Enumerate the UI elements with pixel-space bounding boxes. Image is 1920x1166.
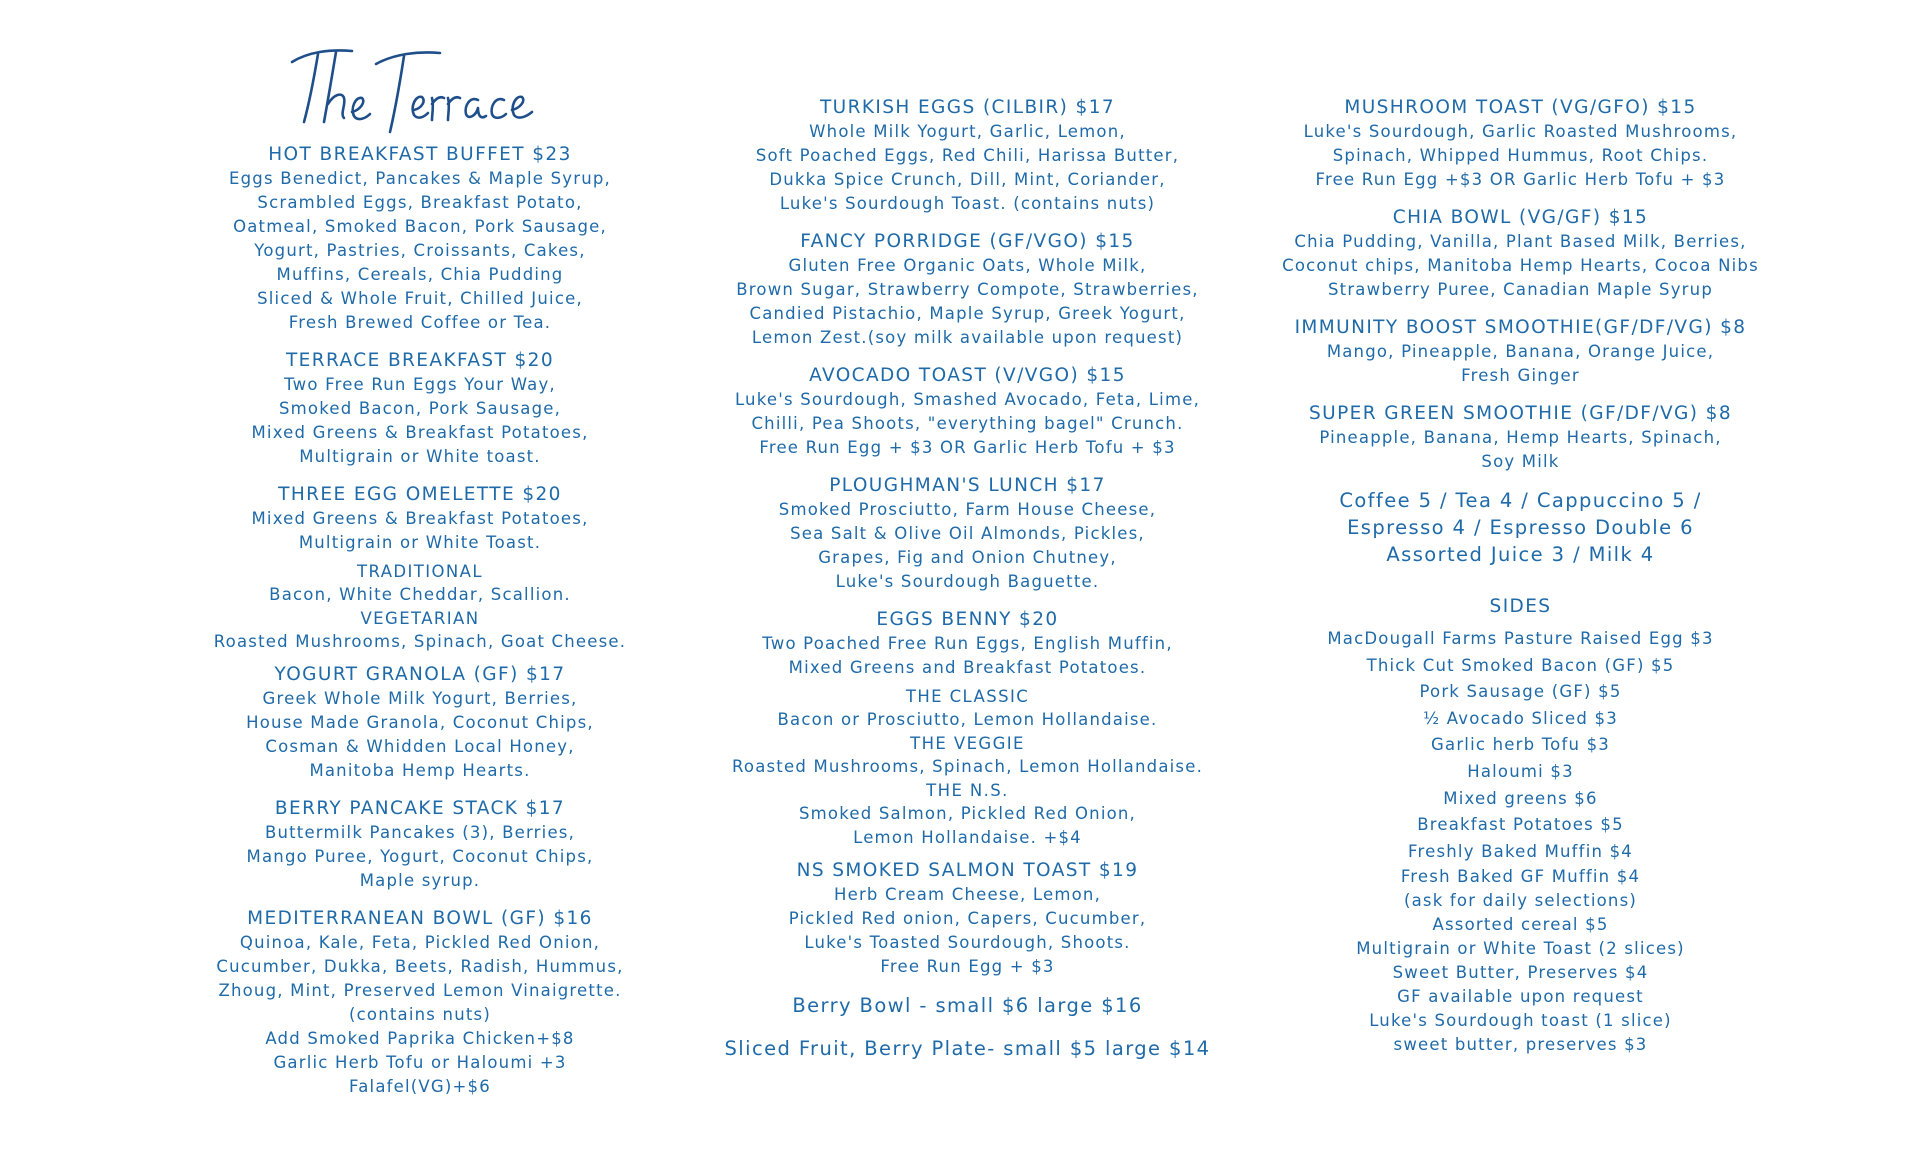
menu-section (715, 95, 1220, 216)
item-description-line: House Made Granola, Coconut Chips, (246, 713, 594, 732)
section-title: HOT BREAKFAST BUFFET $23 (268, 144, 572, 165)
menu-subsection (715, 779, 1220, 850)
section-title: AVOCADO TOAST (V/VGO) $15 (809, 365, 1126, 386)
side-item: Breakfast Potatoes $5 (1417, 815, 1624, 835)
item-description-line: Bacon or Prosciutto, Lemon Hollandaise. (777, 710, 1158, 729)
item-description-line: Coconut chips, Manitoba Hemp Hearts, Cocoa Nibs (1282, 256, 1759, 275)
item-description-line: Lemon Hollandaise. +$4 (853, 828, 1082, 847)
side-item: Assorted cereal $5 (1432, 915, 1609, 935)
menu-section (200, 796, 640, 893)
drinks-price-line: Assorted Juice 3 / Milk 4 (1386, 543, 1655, 566)
item-description-line: Free Run Egg +$3 OR Garlic Herb Tofu + $3 (1315, 170, 1726, 189)
side-item: Pork Sausage (GF) $5 (1419, 682, 1622, 702)
menu-section (715, 858, 1220, 979)
menu-extra-item (715, 1035, 1220, 1062)
subsection-title: THE VEGGIE (910, 734, 1025, 753)
section-title: NS SMOKED SALMON TOAST $19 (796, 860, 1139, 881)
menu-subsection (715, 685, 1220, 732)
item-description-line: Luke's Sourdough, Smashed Avocado, Feta, Lime, (734, 390, 1201, 409)
item-description-line: Grapes, Fig and Onion Chutney, (818, 548, 1117, 567)
item-description-line: Mixed Greens and Breakfast Potatoes. (788, 658, 1147, 677)
menu-section (1268, 95, 1773, 192)
menu-section (200, 662, 640, 783)
item-description-line: Multigrain or White toast. (299, 447, 541, 466)
item-description-line: Candied Pistachio, Maple Syrup, Greek Yogurt, (749, 304, 1186, 323)
side-item: ½ Avocado Sliced $3 (1423, 708, 1618, 728)
item-description-line: Zhoug, Mint, Preserved Lemon Vinaigrette. (218, 981, 622, 1000)
section-title: YOGURT GRANOLA (GF) $17 (274, 664, 566, 685)
item-description-line: Cucumber, Dukka, Beets, Radish, Hummus, (216, 957, 624, 976)
menu-section (715, 473, 1220, 594)
item-description-line: Free Run Egg + $3 (880, 957, 1055, 976)
menu-section (715, 607, 1220, 680)
menu-section (200, 906, 640, 1099)
section-title: BERRY PANCAKE STACK $17 (274, 798, 566, 819)
side-item: (ask for daily selections) (1403, 891, 1638, 911)
item-description-line: Fresh Brewed Coffee or Tea. (288, 313, 552, 332)
item-description-line: Pineapple, Banana, Hemp Hearts, Spinach, (1319, 428, 1722, 447)
item-description-line: Multigrain or White Toast. (298, 533, 542, 552)
side-item: sweet butter, preserves $3 (1393, 1035, 1648, 1055)
subsection-title: VEGETARIAN (360, 609, 480, 628)
menu-subsection (715, 732, 1220, 779)
section-title: SUPER GREEN SMOOTHIE (GF/DF/VG) $8 (1309, 403, 1732, 424)
item-description-line: Luke's Sourdough Toast. (contains nuts) (779, 194, 1156, 213)
item-description-line: Two Poached Free Run Eggs, English Muffin, (762, 634, 1173, 653)
item-description-line: Whole Milk Yogurt, Garlic, Lemon, (809, 122, 1126, 141)
item-description-line: Bacon, White Cheddar, Scallion. (269, 585, 571, 604)
section-title: TERRACE BREAKFAST $20 (285, 350, 555, 371)
menu-section (200, 348, 640, 469)
item-description-line: Herb Cream Cheese, Lemon, (833, 885, 1102, 904)
sides-title: SIDES (1489, 596, 1552, 617)
item-description-line: Garlic Herb Tofu or Haloumi +3 (273, 1053, 567, 1072)
item-description-line: Yogurt, Pastries, Croissants, Cakes, (254, 241, 586, 260)
item-description-line: Strawberry Puree, Canadian Maple Syrup (1327, 280, 1713, 299)
drinks-price-line: Espresso 4 / Espresso Double 6 (1347, 516, 1694, 539)
menu-section (1268, 205, 1773, 302)
item-description-line: Fresh Ginger (1461, 366, 1580, 385)
item-description-line: Mango, Pineapple, Banana, Orange Juice, (1326, 342, 1715, 361)
menu-subsection (200, 607, 640, 654)
section-title: MUSHROOM TOAST (VG/GFO) $15 (1344, 97, 1697, 118)
item-description-line: Two Free Run Eggs Your Way, (284, 375, 556, 394)
side-item: Multigrain or White Toast (2 slices) (1356, 939, 1685, 959)
item-description-line: (contains nuts) (349, 1005, 491, 1024)
subsection-title: THE N.S. (926, 781, 1009, 800)
menu-section (1268, 401, 1773, 474)
section-title: EGGS BENNY $20 (876, 609, 1059, 630)
subsection-title: THE CLASSIC (905, 687, 1030, 706)
drinks-price-block (1268, 487, 1773, 568)
item-description-line: Greek Whole Milk Yogurt, Berries, (262, 689, 578, 708)
side-item: GF available upon request (1397, 987, 1644, 1007)
side-item: Haloumi $3 (1467, 761, 1574, 781)
menu-column-middle (715, 95, 1220, 1078)
item-description-line: Roasted Mushrooms, Spinach, Goat Cheese. (213, 632, 627, 651)
menu-section (715, 229, 1220, 350)
item-description-line: Quinoa, Kale, Feta, Pickled Red Onion, (239, 933, 601, 952)
item-description-line: Lemon Zest.(soy milk available upon request) (751, 328, 1184, 347)
side-item: Thick Cut Smoked Bacon (GF) $5 (1366, 655, 1675, 675)
item-description-line: Mango Puree, Yogurt, Coconut Chips, (246, 847, 594, 866)
section-title: TURKISH EGGS (CILBIR) $17 (819, 97, 1116, 118)
item-description-line: Gluten Free Organic Oats, Whole Milk, (788, 256, 1147, 275)
item-description-line: Roasted Mushrooms, Spinach, Lemon Hollandaise. (731, 757, 1204, 776)
item-description-line: Dukka Spice Crunch, Dill, Mint, Coriander, (769, 170, 1166, 189)
menu-extra-item (715, 992, 1220, 1019)
item-description-line: Buttermilk Pancakes (3), Berries, (264, 823, 576, 842)
item-description-line: Sliced & Whole Fruit, Chilled Juice, (257, 289, 583, 308)
section-title: MEDITERRANEAN BOWL (GF) $16 (247, 908, 593, 929)
item-description-line: Smoked Salmon, Pickled Red Onion, (798, 804, 1137, 823)
menu-section (715, 363, 1220, 460)
extra-item-line: Berry Bowl - small $6 large $16 (792, 994, 1143, 1017)
side-item: MacDougall Farms Pasture Raised Egg $3 (1327, 629, 1714, 648)
section-title: PLOUGHMAN'S LUNCH $17 (829, 475, 1106, 496)
side-item: Sweet Butter, Preserves $4 (1392, 963, 1649, 983)
item-description-line: Luke's Sourdough, Garlic Roasted Mushrooms, (1303, 122, 1738, 141)
item-description-line: Falafel(VG)+$6 (349, 1077, 491, 1096)
section-title: IMMUNITY BOOST SMOOTHIE(GF/DF/VG) $8 (1294, 317, 1747, 338)
side-item: Freshly Baked Muffin $4 (1408, 841, 1633, 861)
sides-list (1268, 626, 1773, 1057)
section-title: THREE EGG OMELETTE $20 (278, 484, 562, 505)
item-description-line: Manitoba Hemp Hearts. (309, 761, 531, 780)
subsection-title: TRADITIONAL (357, 562, 483, 581)
side-item: Garlic herb Tofu $3 (1431, 735, 1610, 755)
item-description-line: Eggs Benedict, Pancakes & Maple Syrup, (228, 169, 611, 188)
item-description-line: Add Smoked Paprika Chicken+$8 (265, 1029, 575, 1048)
item-description-line: Muffins, Cereals, Chia Pudding (276, 265, 564, 284)
item-description-line: Mixed Greens & Breakfast Potatoes, (251, 423, 589, 442)
item-description-line: Brown Sugar, Strawberry Compote, Strawberries, (736, 280, 1199, 299)
item-description-line: Soft Poached Eggs, Red Chili, Harissa Butter, (755, 146, 1180, 165)
menu-column-right (1268, 95, 1773, 1057)
item-description-line: Smoked Bacon, Pork Sausage, (278, 399, 562, 418)
item-description-line: Soy Milk (1481, 452, 1560, 471)
item-description-line: Chia Pudding, Vanilla, Plant Based Milk, Berries, (1294, 232, 1747, 251)
item-description-line: Free Run Egg + $3 OR Garlic Herb Tofu + $3 (759, 438, 1176, 457)
item-description-line: Scrambled Eggs, Breakfast Potato, (257, 193, 583, 212)
menu-column-left (200, 142, 640, 1112)
item-description-line: Spinach, Whipped Hummus, Root Chips. (1332, 146, 1709, 165)
item-description-line: Pickled Red onion, Capers, Cucumber, (788, 909, 1147, 928)
item-description-line: Oatmeal, Smoked Bacon, Pork Sausage, (233, 217, 607, 236)
menu-section (1268, 315, 1773, 388)
menu-subsection (200, 560, 640, 607)
item-description-line: Sea Salt & Olive Oil Almonds, Pickles, (790, 524, 1145, 543)
item-description-line: Cosman & Whidden Local Honey, (265, 737, 575, 756)
item-description-line: Chilli, Pea Shoots, "everything bagel" Crunch. (751, 414, 1184, 433)
side-item: Mixed greens $6 (1443, 788, 1598, 808)
item-description-line: Maple syrup. (359, 871, 481, 890)
menu-section (200, 482, 640, 555)
drinks-price-line: Coffee 5 / Tea 4 / Cappuccino 5 / (1339, 489, 1702, 512)
side-item: Luke's Sourdough toast (1 slice) (1369, 1011, 1672, 1031)
item-description-line: Mixed Greens & Breakfast Potatoes, (251, 509, 589, 528)
section-title: FANCY PORRIDGE (GF/VGO) $15 (800, 231, 1135, 252)
the-terrace-logo (290, 38, 550, 138)
item-description-line: Luke's Toasted Sourdough, Shoots. (804, 933, 1131, 952)
item-description-line: Luke's Sourdough Baguette. (835, 572, 1100, 591)
menu-section (200, 142, 640, 335)
section-title: CHIA BOWL (VG/GF) $15 (1392, 207, 1649, 228)
side-item: Fresh Baked GF Muffin $4 (1400, 867, 1641, 887)
extra-item-line: Sliced Fruit, Berry Plate- small $5 large $14 (724, 1037, 1211, 1060)
item-description-line: Smoked Prosciutto, Farm House Cheese, (778, 500, 1157, 519)
